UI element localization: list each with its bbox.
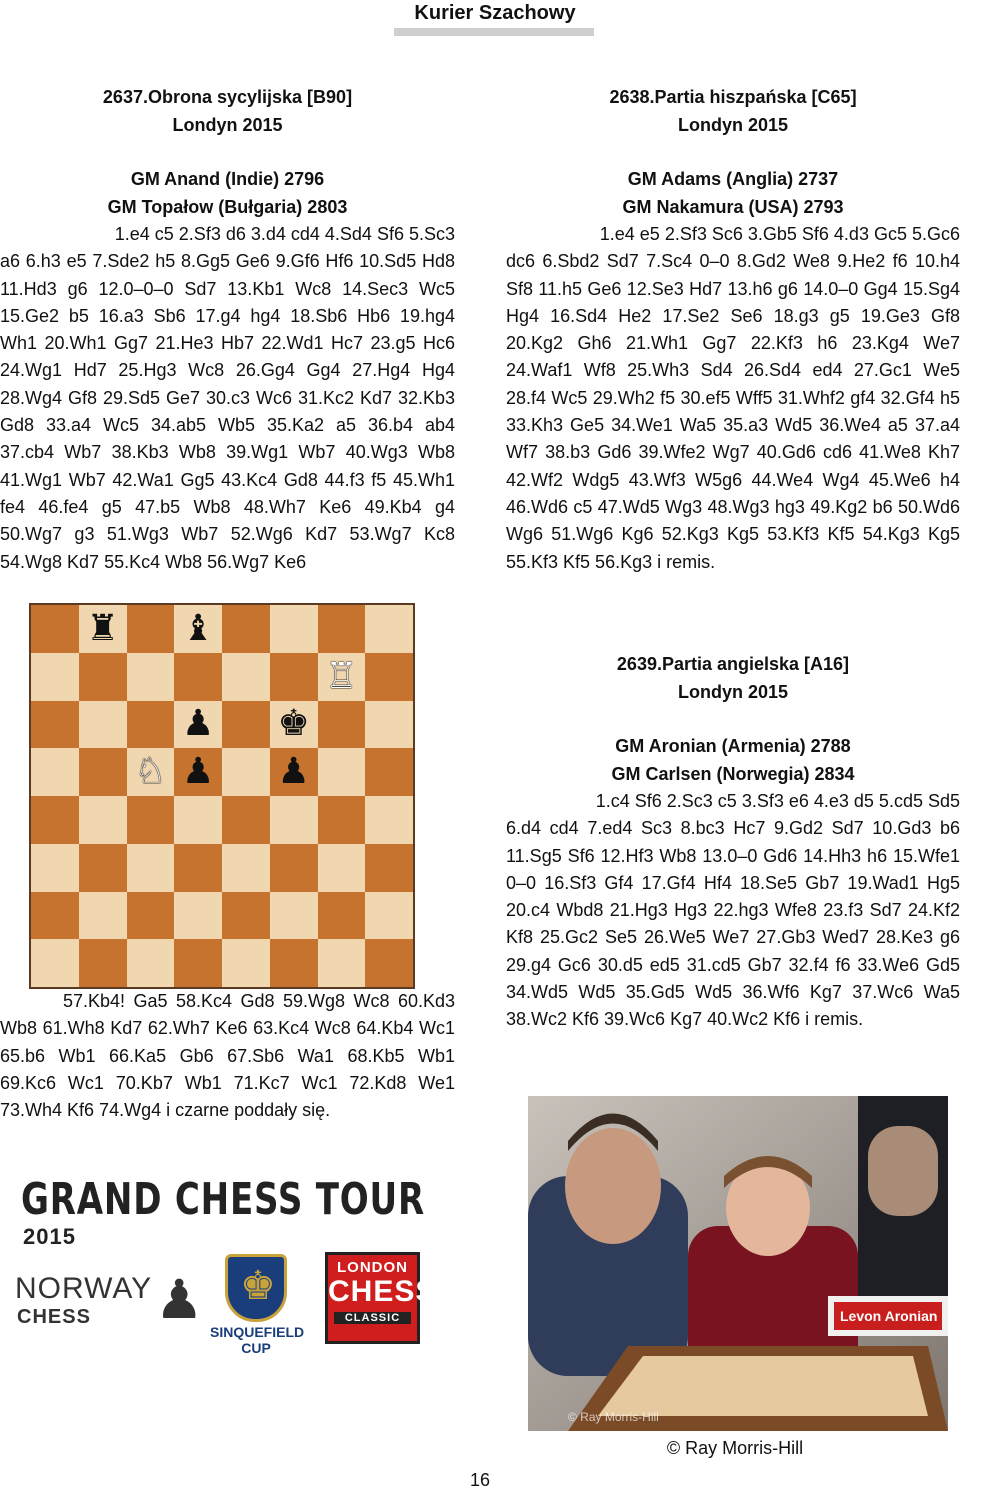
white-player: GM Adams (Anglia) 2737 — [627, 169, 839, 189]
board-square — [31, 892, 79, 940]
game-location: Londyn 2015 — [677, 682, 789, 702]
white-rook-icon: ♖ — [325, 655, 358, 697]
white-player: GM Aronian (Armenia) 2788 — [615, 736, 851, 756]
board-square — [318, 796, 366, 844]
chess-diagram — [29, 603, 415, 989]
chess-pawn-icon: ♟ — [155, 1268, 204, 1331]
grand-chess-tour-logo — [21, 1172, 431, 1232]
board-square — [270, 701, 318, 749]
game-continuation — [0, 988, 455, 1124]
svg-text:GRAND CHESS TOUR: GRAND CHESS TOUR — [21, 1174, 425, 1225]
chess-king-icon: ♚ — [240, 1263, 276, 1309]
continuation-text: 57.Kb4! Ga5 58.Kc4 Gd8 59.Wg8 Wc8 60.Kd3 Wb8 61.Wh8 Kd7 62.Wh7 Ke6 63.Kc4 Wc8 64.Kb4 Wc1 65.b6 Wb1 66.Ka5 Gb6 67.Sb6 Wa1 68.Kb5 Wb1 69.Kc6 Wc1 70.Kb7 Wb1 71.Kc7 Wc1 72.Kd8 We1 73.Wh4 Kf6 74.Wg4 i czarne poddały się. — [0, 991, 455, 1121]
game-2637 — [0, 83, 455, 576]
board-square — [365, 796, 413, 844]
board-square — [365, 748, 413, 796]
board-square — [318, 939, 366, 987]
game-title: 2639.Partia angielska [A16] — [616, 654, 850, 674]
board-square — [174, 748, 222, 796]
page-number: 16 — [469, 1470, 491, 1490]
board-square — [318, 701, 366, 749]
board-square — [270, 939, 318, 987]
board-square — [174, 844, 222, 892]
board-square — [365, 605, 413, 653]
board-square — [318, 653, 366, 701]
page-header — [0, 0, 990, 25]
board-square — [318, 748, 366, 796]
board-square — [174, 939, 222, 987]
photo-credit: © Ray Morris-Hill — [666, 1438, 804, 1458]
board-square — [222, 605, 270, 653]
chess-board — [29, 603, 415, 989]
game-2639 — [506, 650, 960, 1034]
board-square — [127, 653, 175, 701]
journal-title: Kurier Szachowy — [414, 2, 576, 24]
norway-chess-bottom: CHESS — [17, 1306, 91, 1328]
board-square — [174, 796, 222, 844]
black-player: GM Topałow (Bułgaria) 2803 — [107, 197, 348, 217]
players — [0, 165, 455, 221]
board-square — [79, 796, 127, 844]
board-square — [31, 939, 79, 987]
board-square — [79, 701, 127, 749]
board-square — [127, 605, 175, 653]
black-king-icon: ♚ — [277, 703, 310, 745]
sinquefield-cup-logo — [210, 1254, 305, 1356]
moves-text: 6.d4 cd4 7.ed4 Sc3 8.bc3 Hc7 9.Gd2 Sd7 10.Gd3 b6 11.Sg5 Sf6 12.Hf3 Wb8 13.0–0 Gd6 14.Hh3 h6 15.Wfe1 0–0 16.Sf3 Gf4 17.Gf4 Hf4 18.Se5 Gb7 19.Wad1 Hg5 20.c4 Wbd8 21.Hg3 Hg3 22.hg3 Wfe8 23.f3 Sd7 24.Kf2 Kf8 25.Gc2 Se5 26.We5 We7 27.Gb3 Wed7 28.Ke3 g6 29.g4 Gc6 30.d5 ed5 31.cd5 Gb7 32.f4 f6 33.We6 Gd5 34.Wd5 Wd5 35.Gd5 Wd5 36.Wf6 Kg7 37.Wc6 Wa5 38.Wc2 Kf6 39.Wc6 Kg7 40.Wc2 Kf6 i remis. — [506, 818, 960, 1030]
game-moves — [0, 221, 455, 576]
board-square — [127, 892, 175, 940]
black-pawn-icon: ♟ — [181, 751, 215, 793]
board-square — [365, 653, 413, 701]
game-location: Londyn 2015 — [677, 115, 789, 135]
board-square — [222, 701, 270, 749]
board-square — [31, 748, 79, 796]
black-player: GM Carlsen (Norwegia) 2834 — [611, 764, 855, 784]
board-square — [222, 844, 270, 892]
board-square — [31, 796, 79, 844]
game-heading — [506, 650, 960, 706]
board-square — [222, 892, 270, 940]
board-square — [127, 939, 175, 987]
board-square — [79, 653, 127, 701]
white-knight-icon: ♘ — [134, 751, 167, 793]
board-square — [365, 939, 413, 987]
game-moves — [506, 221, 960, 576]
game-title: 2637.Obrona sycylijska [B90] — [102, 87, 353, 107]
board-square — [127, 701, 175, 749]
norway-chess-top: NORWAY — [15, 1272, 153, 1305]
board-square — [127, 796, 175, 844]
board-square — [222, 653, 270, 701]
black-player: GM Nakamura (USA) 2793 — [622, 197, 844, 217]
players — [506, 165, 960, 221]
board-square — [318, 605, 366, 653]
board-square — [127, 844, 175, 892]
black-pawn-icon: ♟ — [181, 703, 215, 745]
photo-illustration — [528, 1096, 948, 1431]
classic-label: CLASSIC — [334, 1312, 411, 1324]
board-square — [31, 701, 79, 749]
board-square — [222, 939, 270, 987]
board-square — [79, 892, 127, 940]
moves-first-line: 1.e4 c5 2.Sf3 d6 3.d4 cd4 4.Sd4 Sf6 5.Sc3 — [114, 224, 455, 244]
board-square — [31, 844, 79, 892]
moves-text: dc6 6.Sbd2 Sd7 7.Sc4 0–0 8.Gd2 We8 9.He2 f6 10.h4 Sf8 11.h5 Ge6 12.Se3 Hd7 13.h6 g6 14.0–0 Gg4 15.Sg4 Hg4 16.Sd4 He2 17.Se2 Se6 18.g3 g5 19.Ge3 Gf8 20.Kg2 Gh6 21.Wh1 Gg7 22.Kf3 h6 23.Kg4 We7 24.Waf1 Wf8 25.Wh3 Sd4 26.Sd4 ed4 27.Gc1 We5 28.f4 Wc5 29.Wh2 f5 30.ef5 Wff5 31.Whf2 gf4 32.Gf4 h5 33.Kh3 Ge5 34.We1 Wa5 35.a3 Wd5 36.We4 a5 37.a4 Wf7 38.b3 Gd6 39.Wfe2 Wg7 40.Gd6 cd6 41.We8 Kh7 42.Wf2 Wdg5 43.Wf3 W5g6 44.We4 Wg4 45.We6 h4 46.Wd6 c5 47.Wd5 Wg3 48.Wg3 hg3 49.Kg2 b6 50.Wd6 Wg6 51.Wg6 Kg6 52.Kg3 Kg5 53.Kf3 Kf5 54.Kg3 Kg5 55.Kf3 Kf5 56.Kg3 i remis. — [506, 251, 960, 572]
board-square — [270, 653, 318, 701]
game-title: 2638.Partia hiszpańska [C65] — [609, 87, 857, 107]
game-heading — [0, 83, 455, 139]
norway-chess-logo — [15, 1268, 204, 1332]
game-heading — [506, 83, 960, 139]
board-square — [79, 939, 127, 987]
board-square — [365, 844, 413, 892]
board-square — [318, 892, 366, 940]
chess-label: CHESS — [328, 1275, 437, 1308]
sinquefield-label: SINQUEFIELD CUP — [210, 1324, 305, 1356]
board-square — [270, 892, 318, 940]
moves-first-line: 1.c4 Sf6 2.Sc3 c5 3.Sf3 e6 4.e3 d5 5.cd5 Sd5 — [595, 791, 960, 811]
board-square — [174, 892, 222, 940]
board-square — [270, 796, 318, 844]
moves-first-line: 1.e4 e5 2.Sf3 Sc6 3.Gb5 Sf6 4.d3 Gc5 5.Gc6 — [599, 224, 960, 244]
header-rule — [394, 28, 594, 36]
black-pawn-icon: ♟ — [277, 751, 310, 793]
london-chess-classic-logo — [325, 1252, 437, 1344]
board-square — [270, 605, 318, 653]
board-square — [31, 653, 79, 701]
board-square — [127, 748, 175, 796]
board-square — [174, 701, 222, 749]
photo-watermark: © Ray Morris-Hill — [568, 1410, 659, 1424]
board-square — [31, 605, 79, 653]
moves-text: a6 6.h3 e5 7.Sde2 h5 8.Gg5 Ge6 9.Gf6 Hf6 10.Sd5 Hd8 11.Hd3 g6 12.0–0–0 Sd7 13.Kb1 Wc8 14.Sec3 Wc5 15.Ge2 b5 16.a3 Sb6 17.g4 hg4 18.Sb6 Hb6 19.hg4 Wh1 20.Wh1 Gg7 21.He3 Hb7 22.Wd1 Hc7 23.g5 Hc6 24.Wg1 Hd7 25.Hg3 Wc8 26.Gg4 Gg4 27.Hg4 Hg4 28.Wg4 Gf8 29.Sd5 Ge7 30.c3 Wc6 31.Kc2 Kd7 32.Kb3 Gd8 33.a4 Wc5 34.ab5 Wb5 35.Ka2 a5 36.b4 ab4 37.cb4 Wb7 38.Kb3 Wb8 39.Wg1 Wb7 40.Wg3 Wb8 41.Wg1 Wb7 42.Wa1 Gg5 43.Kc4 Gd8 44.f3 f5 45.Wh1 fe4 46.fe4 g5 47.b5 Wb8 48.Wh7 Ke6 49.Kb4 g4 50.Wg7 g3 51.Wg3 Wb7 52.Wg6 Kd7 53.Wg7 Kc8 54.Wg8 Kd7 55.Kc4 Wb8 56.Wg7 Ke6 — [0, 251, 455, 572]
game-2638 — [506, 83, 960, 576]
board-square — [270, 748, 318, 796]
game-location: Londyn 2015 — [172, 115, 283, 135]
tour-year: 2015 — [23, 1224, 76, 1249]
black-rook-icon: ♜ — [86, 607, 119, 649]
london-label: LONDON — [337, 1259, 408, 1276]
board-square — [222, 796, 270, 844]
event-photo — [528, 1096, 948, 1431]
grand-chess-tour-wordmark — [21, 1172, 431, 1225]
black-bishop-icon: ♝ — [181, 607, 215, 649]
board-square — [365, 701, 413, 749]
board-square — [174, 653, 222, 701]
board-square — [79, 844, 127, 892]
board-square — [318, 844, 366, 892]
board-square — [174, 605, 222, 653]
nameplate-text: Levon Aronian — [840, 1308, 938, 1324]
shield-icon — [225, 1254, 287, 1322]
white-player: GM Anand (Indie) 2796 — [130, 169, 325, 189]
tour-logos — [15, 1172, 437, 1356]
board-square — [79, 605, 127, 653]
players — [506, 732, 960, 788]
board-square — [365, 892, 413, 940]
board-square — [222, 748, 270, 796]
board-square — [270, 844, 318, 892]
board-square — [79, 748, 127, 796]
game-moves — [506, 788, 960, 1034]
